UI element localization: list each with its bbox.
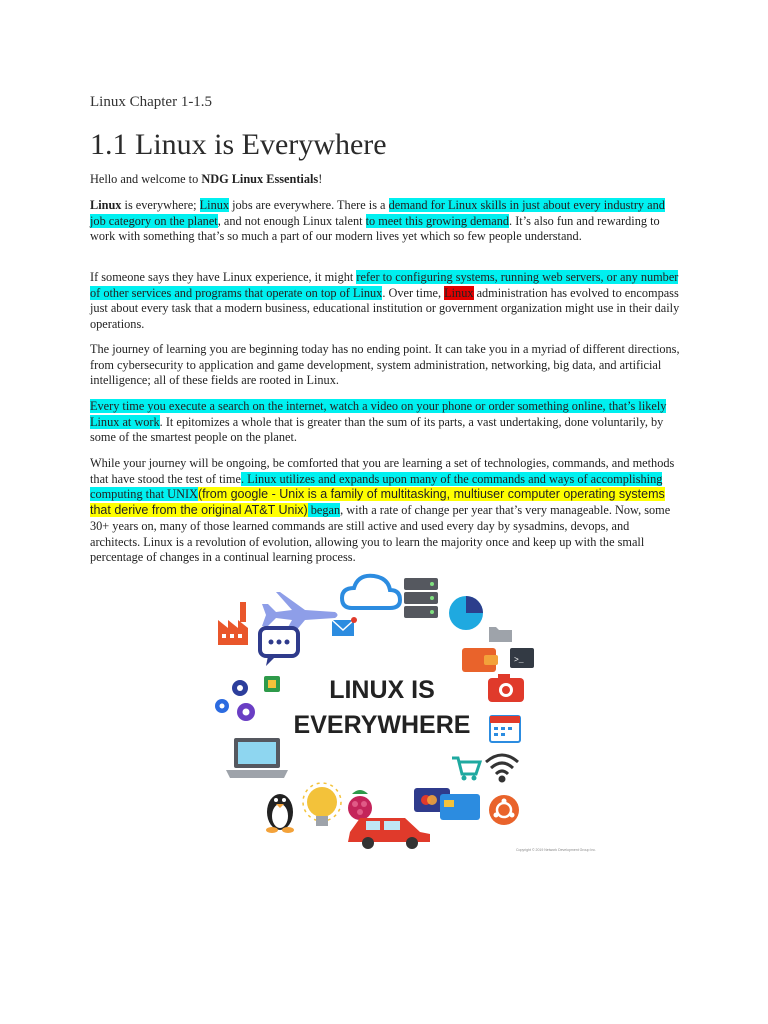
- wallet-icon: [462, 648, 498, 672]
- camera-icon: [488, 674, 524, 702]
- figure-title-line1: LINUX IS: [329, 676, 435, 704]
- intro-paragraph: [90, 172, 680, 188]
- chat-bubble-icon: [260, 628, 298, 666]
- p1-s6: , and not enough Linux talent: [217, 213, 366, 228]
- cloud-icon: [342, 576, 400, 608]
- page-title: 1.1 Linux is Everywhere: [90, 128, 387, 161]
- microchip-icon: [264, 676, 280, 692]
- light-bulb-icon: [303, 783, 341, 826]
- paragraph-ongoing-journey: [90, 456, 680, 566]
- p1-s7-highlight: to meet this growing demand: [365, 213, 510, 228]
- p2-s2-highlight: refer to configuring systems, running web servers, or any number of other services and programs that operate on top of Linux: [90, 270, 679, 300]
- chapter-label: Linux Chapter 1-1.5: [90, 94, 213, 110]
- svg-text:>_: >_: [514, 656, 524, 665]
- mail-icon: [332, 617, 357, 636]
- p5-s1: While your journey will be ongoing, be comforted that you are learning a set of technologies, commands, and methods that have stood the test of time: [90, 456, 675, 486]
- server-icon: [404, 578, 438, 618]
- raspberry-pi-icon: [348, 790, 372, 820]
- tux-penguin-icon: [266, 794, 294, 833]
- paragraph-every-time: [90, 399, 680, 446]
- shopping-cart-icon: [452, 758, 480, 781]
- p1-s3-highlight: Linux: [199, 198, 230, 212]
- p1-s1: Linux: [90, 198, 122, 212]
- p1-s5-highlight: demand for Linux skills in just about every industry and job category on the planet: [90, 198, 665, 228]
- p1-s4: jobs are everywhere. There is a: [229, 198, 389, 212]
- p5-s5: , with a rate of change per year that’s very manageable. Now, some 30+ years on, many of those learned commands are still active and used every day by sysadmins, devops, and architects. Linux is a revolution of evolution, allowing you to learn the majority once and keep up with the small percentage of changes in a continual learning process.: [90, 503, 671, 565]
- pie-chart-icon: [449, 596, 483, 630]
- paragraph-journey: The journey of learning you are beginning today has no ending point. It can take you in a myriad of different directions, from cybersecurity to application and game development, system administration, networking, big data, and artificial intelligence; all of these fields are rooted in Linux.: [90, 342, 680, 388]
- intro-end: !: [318, 172, 323, 186]
- car-icon: [348, 818, 430, 849]
- p2-s4-highlight: Linux: [444, 285, 474, 300]
- calendar-icon: [490, 716, 520, 742]
- wifi-icon: [486, 755, 518, 781]
- ubuntu-logo-icon: [489, 795, 519, 825]
- terminal-icon: [510, 648, 534, 668]
- figure-copyright: Copyright © 2019 Network Development Group Inc.: [516, 848, 597, 852]
- gears-icon: [215, 680, 255, 721]
- p5-s2-highlight: . Linux utilizes and expands upon many of the commands and ways of accomplishing computing that UNIX: [90, 471, 663, 502]
- factory-icon: [218, 602, 248, 645]
- p4-s2: . It epitomizes a whole that is greater than the sum of its parts, a vast undertaking, done voluntarily, by some of the smartest people on the planet.: [90, 414, 664, 445]
- p4-s1-highlight: Every time you execute a search on the internet, watch a video on your phone or order something online, that’s likely Linux at work: [90, 399, 667, 429]
- p1-s2: is everywhere;: [121, 198, 200, 212]
- paragraph-linux-experience: [90, 270, 680, 333]
- folder-icon: [489, 627, 512, 642]
- p2-s5: administration has evolved to encompass just about every task that a modern business, educational institution or government organization might use in their daily operations.: [90, 285, 680, 332]
- p2-s3: . Over time,: [382, 285, 445, 300]
- laptop-icon: [226, 738, 288, 778]
- intro-lead: Hello and welcome to: [90, 172, 202, 186]
- p1-s8: . It’s also fun and rewarding to work with something that’s so much a part of our modern lives yet which so few people understand.: [90, 213, 660, 244]
- p5-s3-highlight: (from google - Unix is a family of multitasking, multiuser computer operating systems that derive from the original AT&T Unix): [90, 487, 665, 518]
- p2-s1: If someone says they have Linux experience, it might: [90, 270, 357, 284]
- linux-everywhere-figure: [210, 570, 595, 855]
- credit-card-icon: [414, 788, 480, 820]
- p5-s4-highlight: began: [307, 503, 341, 518]
- figure-title-line2: EVERYWHERE: [293, 711, 471, 739]
- paragraph-linux-everywhere: [90, 198, 680, 245]
- intro-course-name: NDG Linux Essentials: [201, 172, 319, 186]
